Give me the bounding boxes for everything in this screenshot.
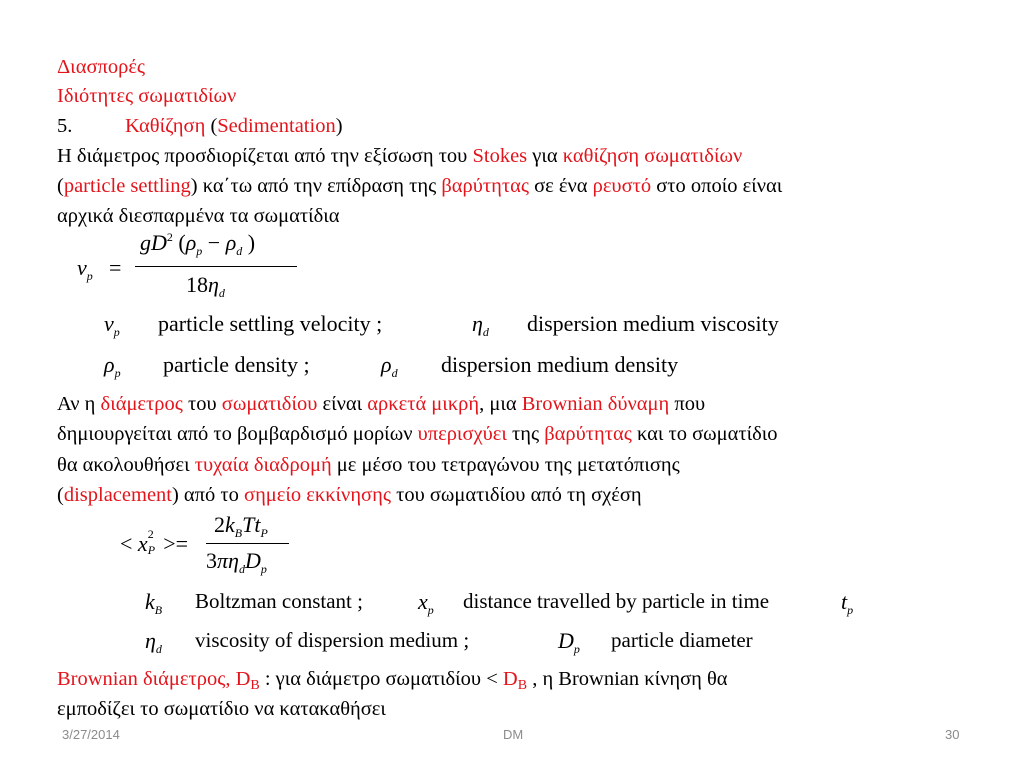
text-run: (	[57, 484, 64, 506]
eq2-denominator: $3\pi\eta_dD_p$	[206, 548, 267, 576]
para3-line1	[57, 666, 728, 695]
heading-number: 5.	[57, 115, 73, 137]
term-brownian-force: Brownian δύναμη	[521, 393, 670, 415]
def-rhop-text: particle density ;	[163, 352, 310, 377]
text-run: (	[57, 175, 64, 197]
def-eta-text: dispersion medium viscosity	[527, 311, 779, 336]
def-rhod-text: dispersion medium density	[441, 352, 679, 377]
def-rhod: $\rho_d$	[381, 352, 398, 380]
term-db2-sub: B	[517, 678, 528, 693]
eq1-numerator: $gD^2$ ($\rho_p - \rho_d$ )	[140, 230, 256, 258]
text-run: Αν η	[57, 393, 101, 415]
term-db-sub: B	[250, 678, 260, 693]
para1-line3: αρχικά διεσπαρμένα τα σωματίδια	[57, 205, 340, 227]
term-gravity: βαρύτητας	[544, 423, 632, 445]
para1-line1	[57, 143, 742, 169]
para2-line2	[57, 421, 778, 447]
slide-subtitle: Ιδιότητες σωματιδίων	[57, 85, 237, 107]
text-run: δημιουργείται από το βομβαρδισμό μορίων	[57, 423, 418, 445]
def-vp: $v_p$	[104, 311, 120, 339]
para3-line2: εμποδίζει το σωματίδιο να κατακαθήσει	[57, 698, 386, 720]
term-db2: D	[502, 668, 518, 690]
def-dp: $D_p$	[558, 628, 580, 656]
eq1-equals: =	[109, 255, 122, 280]
text-run: για	[527, 145, 563, 167]
eq1-lhs: $v_p$	[77, 255, 93, 283]
para2-line4	[57, 482, 642, 508]
eq1-fraction-bar	[135, 266, 297, 267]
text-run: του	[182, 393, 222, 415]
def-vp-text: particle settling velocity ;	[158, 311, 383, 336]
def-dp-text: particle diameter	[611, 628, 753, 652]
slide-title: Διασπορές	[57, 56, 146, 78]
text-run: : για διάμετρο σωματιδίου <	[259, 668, 503, 690]
text-run: Η διάμετρος προσδιορίζεται από την εξίσωση του	[57, 145, 473, 167]
term-stokes: Stokes	[472, 145, 528, 167]
term-diameter: διάμετρος	[100, 393, 183, 415]
eq2-numerator: $2k_BTt_P$	[214, 512, 268, 540]
term-starting-point: σημείο εκκίνησης	[244, 484, 391, 506]
def-xp-text: distance travelled by particle in time	[463, 589, 770, 613]
text-run: του σωματιδίου από τη σχέση	[390, 484, 642, 506]
term-random-walk: τυχαία διαδρομή	[194, 454, 332, 476]
term-small-enough: αρκετά μικρή	[367, 393, 480, 415]
heading-close: )	[335, 115, 343, 137]
eq1-denominator: $18\eta_d$	[186, 272, 225, 300]
heading-english: Sedimentation	[217, 115, 336, 137]
text-run: είναι	[317, 393, 368, 415]
term-gravity: βαρύτητας	[441, 175, 529, 197]
footer-author: DM	[503, 727, 524, 742]
term-brownian-diameter: Brownian διάμετρος	[57, 668, 226, 690]
text-run: θα ακολουθήσει	[57, 454, 195, 476]
term-db: , D	[225, 668, 251, 690]
def-xp: $x_p$	[418, 589, 434, 617]
term-fluid: ρευστό	[592, 175, 652, 197]
text-run: που	[669, 393, 706, 415]
text-run: με μέσο του τετραγώνου της μετατόπισης	[331, 454, 680, 476]
def-eta-d-text: viscosity of dispersion medium ;	[195, 628, 470, 652]
eq2-fraction-bar	[206, 543, 289, 544]
def-eta: $\eta_d$	[472, 311, 489, 339]
text-run: σε ένα	[528, 175, 593, 197]
term-particle-settling: particle settling	[63, 175, 191, 197]
text-run: στο οποίο είναι	[651, 175, 783, 197]
para2-line3	[57, 452, 680, 478]
footer-page-number: 30	[945, 727, 960, 742]
section-heading	[57, 113, 343, 139]
term-dominates: υπερισχύει	[417, 423, 507, 445]
def-kb-text: Boltzman constant ;	[195, 589, 363, 613]
text-run: ) κα΄τω από την επίδραση της	[190, 175, 442, 197]
text-run: και το σωματίδιο	[631, 423, 778, 445]
text-run: της	[506, 423, 545, 445]
text-run: , μια	[479, 393, 522, 415]
term-displacement: displacement	[63, 484, 172, 506]
para1-line2	[57, 173, 782, 199]
def-eta-d: $\eta_d$	[145, 628, 162, 656]
text-run: , η Brownian κίνηση θα	[527, 668, 728, 690]
term-particle: σωματιδίου	[221, 393, 318, 415]
heading-greek: Καθίζηση	[125, 115, 206, 137]
heading-open: (	[205, 115, 218, 137]
eq2-lhs: < x 2 P >=	[120, 527, 189, 557]
para2-line1	[57, 391, 705, 417]
def-rhop: $\rho_p$	[104, 352, 121, 380]
def-tp: $t_p$	[841, 589, 854, 617]
def-kb: $k_B$	[145, 589, 163, 617]
footer-date: 3/27/2014	[62, 727, 120, 742]
term-settling: καθίζηση σωματιδίων	[562, 145, 743, 167]
text-run: ) από το	[171, 484, 245, 506]
